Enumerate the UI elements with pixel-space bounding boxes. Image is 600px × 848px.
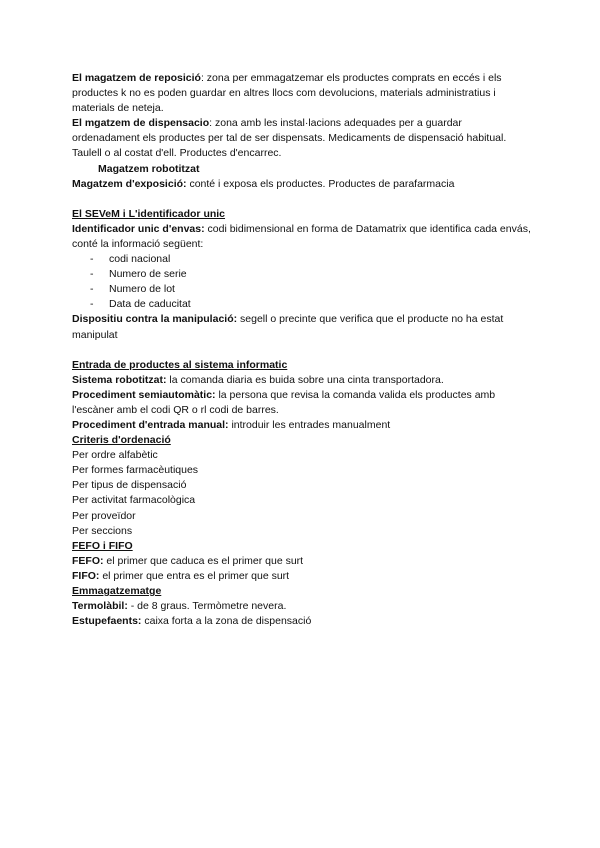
term: FIFO: bbox=[72, 569, 100, 582]
paragraph-estupefaents bbox=[72, 614, 532, 629]
identificador-info-list bbox=[72, 252, 532, 312]
paragraph-magatzem-exposicio bbox=[72, 177, 532, 192]
section-heading-fefo-fifo: FEFO i FIFO bbox=[72, 539, 133, 552]
section-heading-sevem: El SEVeM i L'identificador unic bbox=[72, 207, 226, 220]
definition: segell o precinte que verifica que el producte no ha estat manipulat bbox=[72, 313, 504, 341]
definition: la comanda diaria es buida sobre una cinta transportadora. bbox=[166, 373, 444, 386]
list-item: Per activitat farmacològica bbox=[72, 494, 196, 507]
list-item: Per seccions bbox=[72, 524, 133, 537]
term: Magatzem d'exposició: bbox=[72, 177, 187, 190]
paragraph-magatzem-robotitzat bbox=[72, 162, 532, 177]
paragraph-sistema-robotitzat bbox=[72, 373, 532, 388]
definition: el primer que entra es el primer que surt bbox=[99, 569, 290, 582]
list-item: Per ordre alfabètic bbox=[72, 449, 158, 462]
definition: conté i exposa els productes. Productes de parafarmacia bbox=[186, 177, 455, 190]
term: FEFO: bbox=[72, 554, 104, 567]
paragraph-fifo bbox=[72, 569, 532, 584]
term: Procediment d'entrada manual: bbox=[72, 418, 229, 431]
term: Termolàbil: bbox=[72, 600, 128, 613]
document-page bbox=[72, 71, 532, 629]
term: Sistema robotitzat: bbox=[72, 373, 167, 386]
paragraph-procediment-semiautomatic bbox=[72, 388, 532, 418]
paragraph-dispositiu-manipulacio bbox=[72, 312, 532, 342]
term: Estupefaents: bbox=[72, 615, 142, 628]
term: Identificador unic d'envas: bbox=[72, 222, 205, 235]
term: El mgatzem de dispensacio bbox=[72, 117, 210, 130]
definition: : zona amb les instal·lacions adequades per a guardar ordenadament els productes per tal de ser dispensats. Medicaments de dispensació habitual. Taulell o al costat d'ell. Productes d'encarrec. bbox=[72, 117, 507, 160]
definition: caixa forta a la zona de dispensació bbox=[141, 615, 312, 628]
term: Dispositiu contra la manipulació: bbox=[72, 313, 238, 326]
section-heading-entrada-productes: Entrada de productes al sistema informatic bbox=[72, 358, 288, 371]
list-item: - Numero de lot bbox=[90, 282, 532, 297]
term: El magatzem de reposició bbox=[72, 72, 201, 84]
definition: introduir les entrades manualment bbox=[228, 418, 391, 431]
definition: la persona que revisa la comanda valida els productes amb l'escàner amb el codi QR o rl codi de barres. bbox=[72, 388, 496, 416]
list-item: Per proveïdor bbox=[72, 509, 136, 522]
section-heading-emmagatzematge: Emmagatzematge bbox=[72, 585, 162, 597]
definition: el primer que caduca es el primer que surt bbox=[103, 554, 304, 567]
definition: : zona per emmagatzemar els productes comprats en eccés i els productes k no es poden guardar en altres llocs com devolucions, materials administratius i materials de neteja. bbox=[72, 72, 502, 115]
paragraph-identificador-unic bbox=[72, 222, 532, 252]
list-item: Per formes farmacèutiques bbox=[72, 464, 199, 477]
paragraph-termolabil bbox=[72, 599, 532, 614]
section-heading-criteris-ordenacio: Criteris d'ordenació bbox=[72, 434, 171, 447]
list-item: - codi nacional bbox=[90, 252, 532, 267]
paragraph-magatzem-reposicio bbox=[72, 71, 532, 116]
term: Magatzem robotitzat bbox=[98, 162, 200, 175]
list-item: Per tipus de dispensació bbox=[72, 479, 187, 492]
paragraph-fefo bbox=[72, 554, 532, 569]
paragraph-procediment-manual bbox=[72, 418, 532, 433]
term: Procediment semiautomàtic: bbox=[72, 388, 216, 401]
definition: codi bidimensional en forma de Datamatrix que identifica cada envás, conté la informació següent: bbox=[72, 222, 531, 250]
list-item: - Numero de serie bbox=[90, 267, 532, 282]
definition: - de 8 graus. Termòmetre nevera. bbox=[127, 600, 287, 613]
list-item: - Data de caducitat bbox=[90, 297, 532, 312]
paragraph-magatzem-dispensacio bbox=[72, 116, 532, 161]
